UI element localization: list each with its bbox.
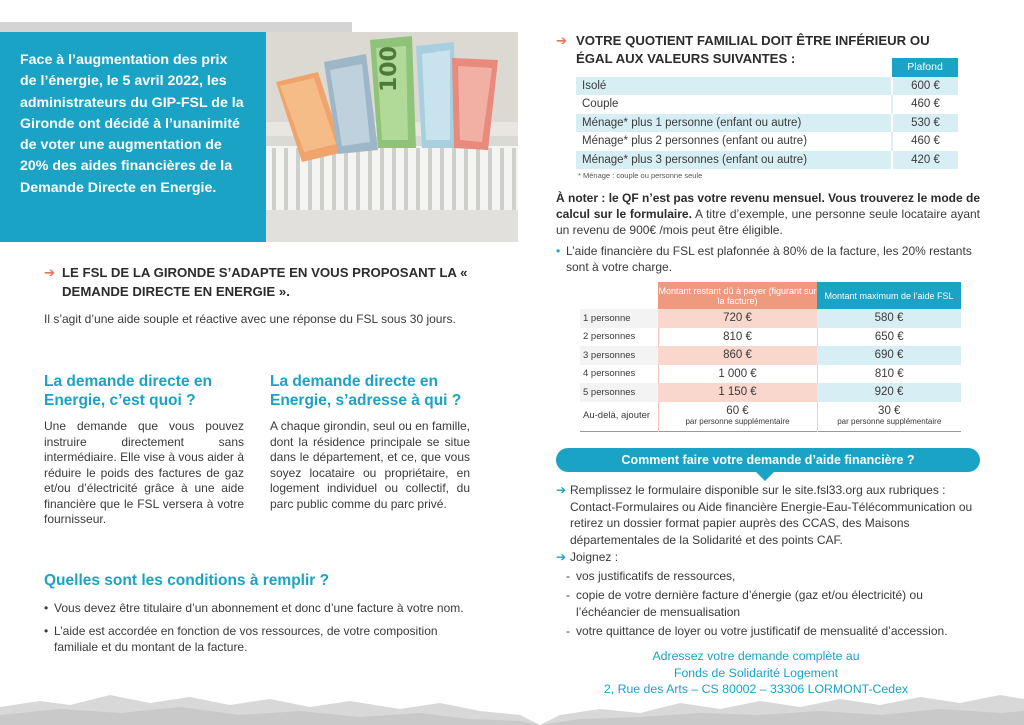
aid-row-max: [817, 402, 961, 432]
table-row: [580, 346, 961, 365]
qf-row-value: 530 €: [892, 114, 958, 133]
qf-row-label: Couple: [576, 95, 892, 114]
fsl-intro: Il s’agit d’une aide souple et réactive avec une réponse du FSL sous 30 jours.: [44, 312, 456, 326]
aid-row-label: 5 personnes: [580, 383, 658, 402]
table-row: [580, 402, 961, 432]
table-row: [576, 132, 958, 151]
fsl-section-title: [44, 263, 474, 301]
arrow-right-icon: ➔: [556, 483, 567, 497]
table-row: [576, 151, 958, 170]
aid-row-max: 690 €: [817, 346, 961, 365]
arrow-right-icon: ➔: [556, 550, 567, 564]
conditions-list: [44, 600, 474, 655]
qf-row-label: Ménage* plus 2 personnes (enfant ou autre): [576, 132, 892, 151]
conditions-section: [44, 571, 474, 662]
aid-header-max: Montant maximum de l’aide FSL: [817, 282, 961, 309]
who-for-text: A chaque girondin, seul ou en famille, dont la résidence principale se situe dans le département, et ce, que vous soyez locataire ou propriétaire, en logement individuel ou collectif, du parc public comme du parc privé.: [270, 419, 470, 511]
qf-row-value: 460 €: [892, 132, 958, 151]
fsl-title: LE FSL DE LA GIRONDE S’ADAPTE EN VOUS PROPOSANT LA « DEMANDE DIRECTE EN ENERGIE ».: [62, 265, 468, 299]
table-row: [576, 114, 958, 133]
step-attach-text: Joignez :: [570, 550, 619, 564]
how-to-apply-banner: Comment faire votre demande d’aide financière ?: [556, 448, 980, 472]
address-line: 2, Rue des Arts – CS 80002 – 33306 LORMONT-Cedex: [603, 682, 909, 696]
aid-extra-max-value: 30 €: [878, 405, 901, 418]
table-row: [580, 309, 961, 328]
aid-row-label: 1 personne: [580, 309, 658, 328]
list-item: - vos justificatifs de ressources,: [566, 568, 986, 585]
documents-list: [566, 568, 986, 642]
qf-row-value: 460 €: [892, 95, 958, 114]
aid-row-rest: 1 150 €: [658, 383, 817, 402]
what-is-title: La demande directe en Energie, c’est quoi ?: [44, 373, 212, 409]
qf-row-label: Isolé: [576, 77, 892, 96]
decorative-mountain-footer: [0, 685, 1024, 725]
top-grey-bar: [0, 22, 352, 32]
aid-row-rest: 1 000 €: [658, 365, 817, 384]
arrow-right-icon: ➔: [44, 265, 56, 280]
qf-footnote: * Ménage : couple ou personne seule: [578, 171, 703, 180]
qf-row-value: 600 €: [892, 77, 958, 96]
qf-table: [576, 58, 958, 169]
aid-amount-table: [580, 282, 961, 432]
aid-extra-rest-sub: par personne supplémentaire: [685, 417, 790, 427]
table-row: [576, 95, 958, 114]
table-row: [576, 77, 958, 96]
aid-extra-rest-value: 60 €: [726, 405, 749, 418]
aid-header-rest: Montant restant dû à payer (figurant sur la facture): [658, 282, 817, 309]
who-for-column: [270, 372, 470, 512]
list-item: - votre quittance de loyer ou votre justificatif de mensualité d’accession.: [566, 623, 986, 640]
mountain-silhouette-icon: [0, 685, 1024, 725]
banknotes-radiator-illustration: [266, 32, 518, 242]
qf-header-plafond: Plafond: [892, 58, 958, 77]
aid-extra-max-sub: par personne supplémentaire: [837, 417, 942, 427]
aid-row-label: Au-delà, ajouter: [580, 402, 658, 432]
step-fill-form: [556, 482, 986, 548]
bullet-icon: •: [556, 244, 561, 258]
list-item: • Vous devez être titulaire d’un abonnement et donc d’une facture à votre nom.: [44, 600, 474, 616]
qf-row-label: Ménage* plus 3 personnes (enfant ou autre): [576, 151, 892, 170]
conditions-title: Quelles sont les conditions à remplir ?: [44, 572, 330, 589]
aid-row-max: 650 €: [817, 328, 961, 347]
aid-row-label: 2 personnes: [580, 328, 658, 347]
what-is-column: [44, 372, 244, 528]
plafond-note-text: L’aide financière du FSL est plafonnée à 80% de la facture, les 20% restants sont à votre charge.: [566, 244, 972, 274]
address-line: Adressez votre demande complète au: [652, 649, 860, 663]
list-item: - copie de votre dernière facture d’énergie (gaz et/ou électricité) ou l’échéancier de mensualisation: [566, 587, 986, 620]
hero-intro-box: [0, 32, 266, 242]
who-for-title: La demande directe en Energie, s’adresse à qui ?: [270, 373, 462, 409]
svg-text:100: 100: [377, 46, 402, 92]
table-row: [580, 383, 961, 402]
aid-row-rest: [658, 402, 817, 432]
qf-note-bold: À noter : le QF n’est pas votre revenu mensuel. Vous trouverez le mode de calcul sur le formulaire.: [556, 191, 980, 221]
aid-row-label: 3 personnes: [580, 346, 658, 365]
aid-row-rest: 860 €: [658, 346, 817, 365]
address-line: Fonds de Solidarité Logement: [673, 665, 839, 680]
list-item: • L’aide est accordée en fonction de vos ressources, de votre composition familiale et du montant de la facture.: [44, 623, 474, 655]
plafond-note: [556, 243, 980, 275]
qf-note-normal: A titre d’exemple, une personne seule locataire ayant un revenu de 900€ /mois peut être éligible.: [556, 207, 981, 237]
step-attach: [556, 549, 986, 566]
aid-row-rest: 720 €: [658, 309, 817, 328]
arrow-right-icon: ➔: [556, 33, 568, 48]
aid-row-max: 580 €: [817, 309, 961, 328]
aid-row-label: 4 personnes: [580, 365, 658, 384]
table-row: [580, 328, 961, 347]
qf-row-label: Ménage* plus 1 personne (enfant ou autre): [576, 114, 892, 133]
step-fill-form-text: Remplissez le formulaire disponible sur le site.fsl33.org aux rubriques : Contact-Formulaires ou Aide financière Energie-Eau-Télécommunication ou retirez un dossier format papier auprès des CCAS, des Maisons départementales de la Solidarité et des points CAF.: [570, 483, 973, 547]
aid-row-max: 920 €: [817, 383, 961, 402]
banknotes-radiator-image: [266, 32, 518, 242]
aid-row-max: 810 €: [817, 365, 961, 384]
aid-row-rest: 810 €: [658, 328, 817, 347]
hero-text: Face à l’augmentation des prix de l’énergie, le 5 avril 2022, les administrateurs du GIP-FSL de la Gironde ont décidé à l’unanimité de voter une augmentation de 20% des aides financières de la Demande Directe en Energie.: [20, 52, 244, 196]
qf-note-paragraph: [556, 190, 980, 238]
qf-row-value: 420 €: [892, 151, 958, 170]
table-row: [580, 365, 961, 384]
qf-title: VOTRE QUOTIENT FAMILIAL DOIT ÊTRE INFÉRIEUR OU ÉGAL AUX VALEURS SUIVANTES :: [576, 33, 930, 66]
what-is-text: Une demande que vous pouvez instruire directement sans intermédiaire. Elle vise à vous aider à réduire le poids des factures de gaz et/ou d’électricité grâce à une aide financière que le FSL versera à votre fournisseur.: [44, 419, 244, 526]
